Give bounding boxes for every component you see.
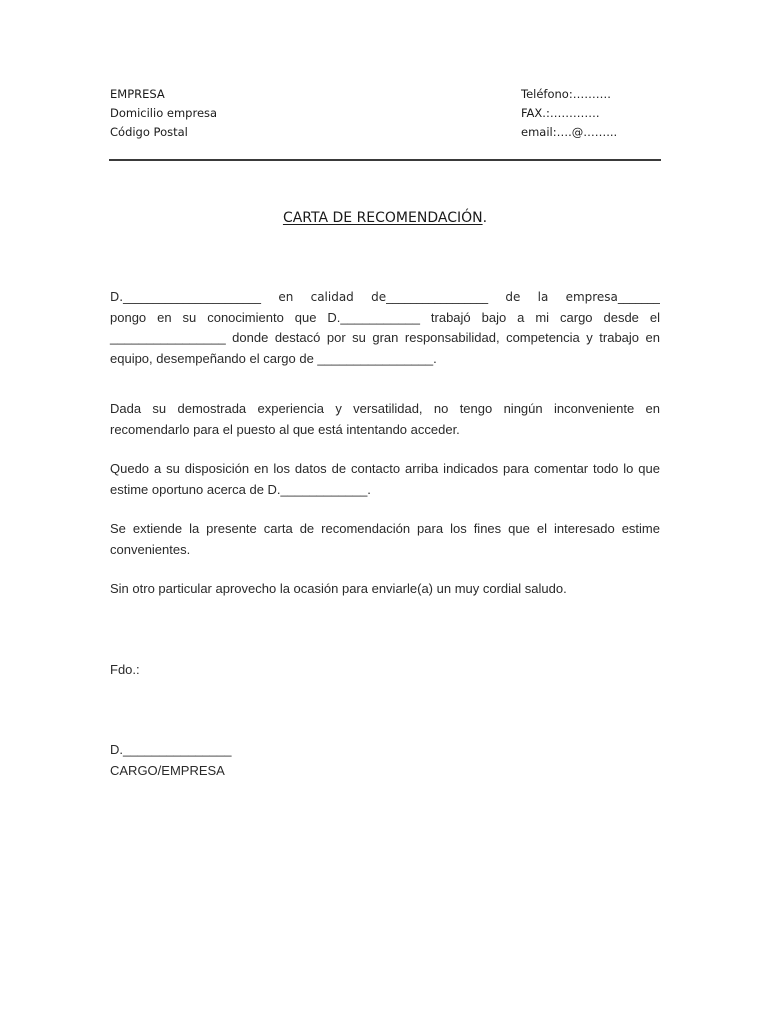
contact-info — [521, 85, 617, 142]
intro-word: la — [537, 290, 549, 304]
intro-line-2: pongo en su conocimiento que D.___________ trabajó bajo a mi cargo desde el — [110, 309, 660, 325]
company-address: Domicilio empresa — [110, 106, 218, 120]
company-info — [110, 85, 217, 142]
intro-word: calidad — [310, 290, 354, 304]
contact-fax: FAX.:…………. — [521, 106, 600, 120]
intro-word: de_________________ — [371, 290, 489, 304]
intro-word: D._______________________ — [110, 290, 262, 304]
signature-name: D._______________ — [110, 742, 232, 757]
letter-title-period: . — [482, 210, 488, 226]
paragraph-experience: Dada su demostrada experiencia y versatilidad, no tengo ningún inconveniente en recomendarlo para el puesto al que está intentando acceder. — [110, 401, 660, 437]
signature-block — [110, 740, 660, 781]
intro-word: empresa_______ — [565, 290, 660, 304]
intro-line-4: equipo, desempeñando el cargo de ________________. — [110, 350, 437, 366]
letter-title-text: CARTA DE RECOMENDACIÓN — [282, 210, 483, 226]
paragraph-contact: Quedo a su disposición en los datos de contacto arriba indicados para comentar todo lo que estime oportuno acerca de D.____________. — [110, 461, 660, 497]
paragraph-intro — [110, 287, 660, 369]
company-name: EMPRESA — [110, 87, 165, 101]
intro-word: en — [278, 290, 294, 304]
company-postal-code: Código Postal — [110, 125, 188, 139]
header-divider — [109, 159, 661, 161]
paragraph-closing: Sin otro particular aprovecho la ocasión para enviarle(a) un muy cordial saludo. — [110, 581, 567, 596]
contact-email: email:….@……... — [521, 125, 618, 139]
contact-phone: Teléfono:………. — [521, 87, 611, 101]
intro-line-3: ________________ donde destacó por su gran responsabilidad, competencia y trabajo en — [110, 330, 660, 345]
letter-title — [0, 210, 770, 226]
paragraph-purpose: Se extiende la presente carta de recomendación para los fines que el interesado estime convenientes. — [110, 521, 660, 557]
intro-word: de — [505, 290, 521, 304]
intro-line-1 — [110, 287, 660, 308]
signature-role: CARGO/EMPRESA — [110, 762, 225, 778]
signature-fdo: Fdo.: — [110, 662, 140, 677]
